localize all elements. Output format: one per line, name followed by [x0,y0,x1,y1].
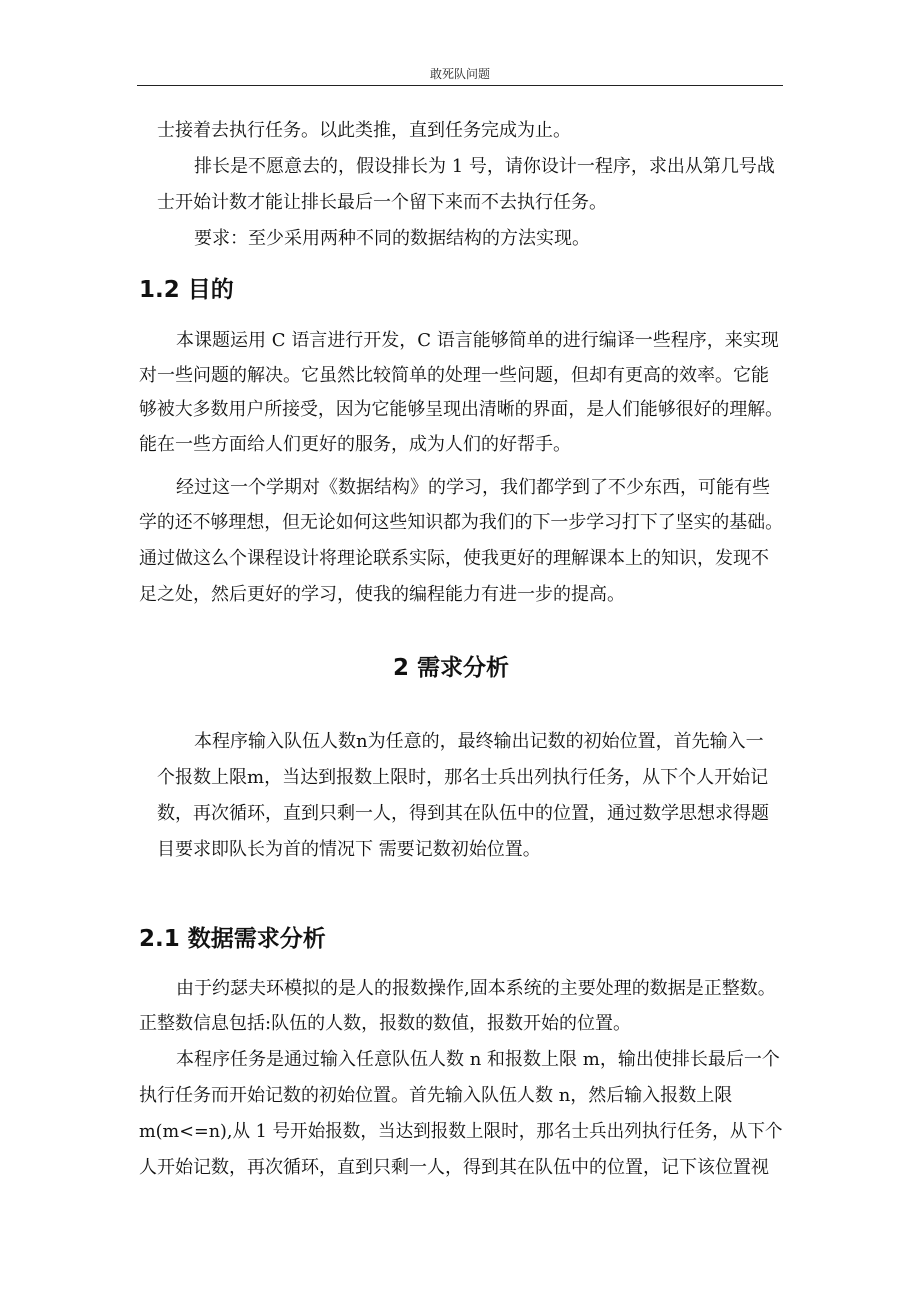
s2-line-3: 数，再次循环，直到只剩一人，得到其在队伍中的位置，通过数学思想求得题 [157,803,769,824]
s2-1-line-3: 本程序任务是通过输入任意队伍人数 n 和报数上限 m，输出使排长最后一个 [176,1049,780,1070]
s1-2-line-6: 学的还不够理想，但无论如何这些知识都为我们的下一步学习打下了坚实的基础。 [139,512,783,533]
s2-line-1: 本程序输入队伍人数n为任意的，最终输出记数的初始位置，首先输入一 [194,731,764,752]
s2-1-line-4: 执行任务而开始记数的初始位置。首先输入队伍人数 n，然后输入报数上限 [139,1085,733,1106]
s1-2-line-7: 通过做这么个课程设计将理论联系实际，使我更好的理解课本上的知识，发现不 [139,548,769,569]
s1-2-line-2: 对一些问题的解决。它虽然比较简单的处理一些问题，但却有更高的效率。它能 [139,365,769,386]
intro-line-4: 要求：至少采用两种不同的数据结构的方法实现。 [194,228,590,249]
s1-2-line-3: 够被大多数用户所接受，因为它能够呈现出清晰的界面，是人们能够很好的理解。 [139,399,783,420]
intro-line-1: 士接着去执行任务。以此类推，直到任务完成为止。 [157,120,571,141]
section-heading-2-1: 2.1 数据需求分析 [139,926,326,952]
page-header-title: 敢死队问题 [429,67,490,81]
s1-2-line-1: 本课题运用 C 语言进行开发，C 语言能够简单的进行编译一些程序，来实现 [176,330,779,351]
section-heading-1-2: 1.2 目的 [139,277,234,303]
intro-line-3: 士开始计数才能让排长最后一个留下来而不去执行任务。 [157,192,607,213]
s2-1-line-2: 正整数信息包括:队伍的人数，报数的数值，报数开始的位置。 [139,1013,632,1034]
section-heading-2: 2 需求分析 [393,655,510,681]
s2-1-line-1: 由于约瑟夫环模拟的是人的报数操作,固本系统的主要处理的数据是正整数。 [176,978,776,999]
s1-2-line-4: 能在一些方面给人们更好的服务，成为人们的好帮手。 [139,434,571,455]
s2-1-line-5: m(m<=n),从 1 号开始报数，当达到报数上限时，那名士兵出列执行任务，从下个 [139,1121,783,1142]
s1-2-line-8: 足之处，然后更好的学习，使我的编程能力有进一步的提高。 [139,584,625,605]
header-rule [137,85,783,86]
s1-2-line-5: 经过这一个学期对《数据结构》的学习，我们都学到了不少东西，可能有些 [176,477,770,498]
s2-line-4: 目要求即队长为首的情况下 需要记数初始位置。 [157,839,541,860]
intro-line-2: 排长是不愿意去的，假设排长为 1 号，请你设计一程序，求出从第几号战 [194,156,775,177]
s2-1-line-6: 人开始记数，再次循环，直到只剩一人，得到其在队伍中的位置，记下该位置视 [139,1157,769,1178]
s2-line-2: 个报数上限m，当达到报数上限时，那名士兵出列执行任务，从下个人开始记 [157,767,769,788]
